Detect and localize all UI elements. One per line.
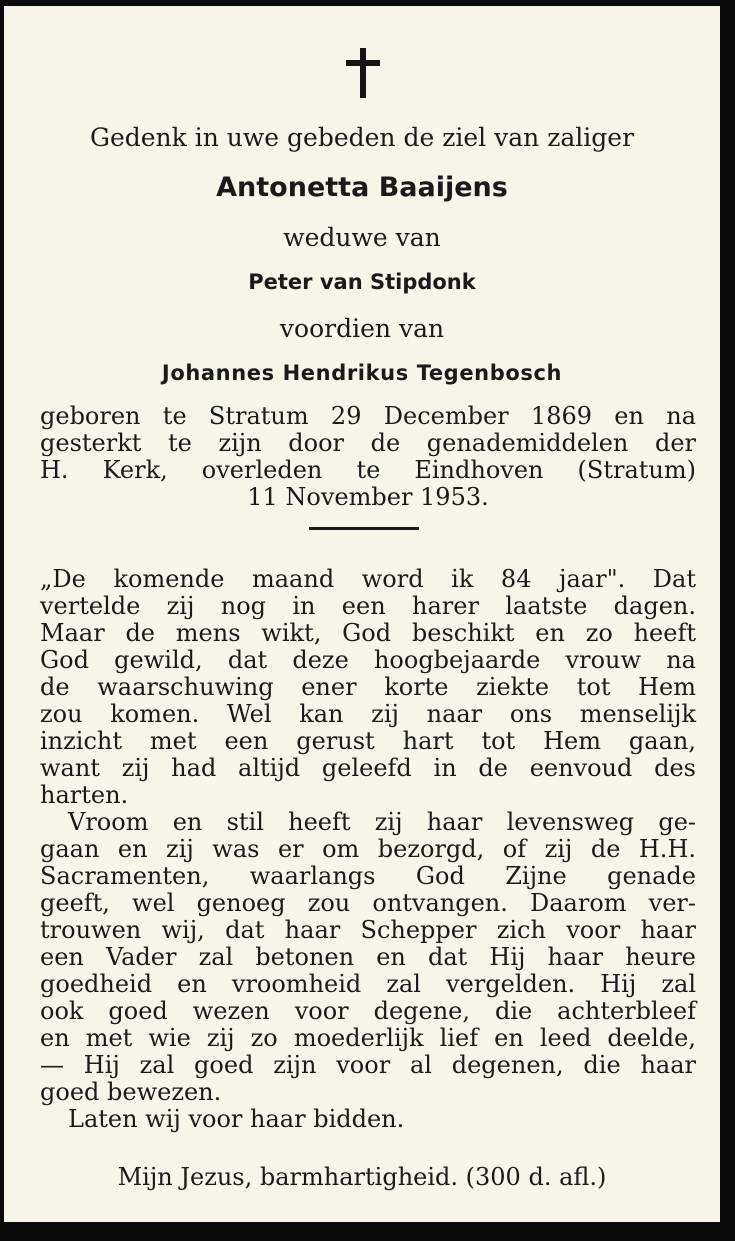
divider xyxy=(309,527,419,530)
closing-prayer: Mijn Jezus, barmhartigheid. (300 d. afl.) xyxy=(117,1163,607,1191)
text-line: „De komende maand word ik 84 jaar". Dat xyxy=(40,565,696,593)
text-line: ook goed wezen voor degene, die achterbleef xyxy=(40,997,696,1025)
bio-line: H. Kerk, overleden te Eindhoven (Stratum) xyxy=(40,456,696,484)
text-line: inzicht met een gerust hart tot Hem gaan, xyxy=(40,727,696,755)
text-line: goed bewezen. xyxy=(40,1078,222,1106)
text-line: Vroom en stil heeft zij haar levensweg ge- xyxy=(68,808,696,836)
text-line: gaan en zij was er om bezorgd, of zij de H.H. xyxy=(40,835,696,863)
text-line: harten. xyxy=(40,781,129,809)
text-line: en met wie zij zo moederlijk lief en leed deelde, xyxy=(40,1024,696,1052)
text-line: Laten wij voor haar bidden. xyxy=(68,1105,405,1133)
bio-line: gesterkt te zijn door de genademiddelen der xyxy=(40,429,696,457)
husband-name-2: Johannes Hendrikus Tegenbosch xyxy=(161,361,563,385)
text-line: God gewild, dat deze hoogbejaarde vrouw na xyxy=(40,646,696,674)
intro-text: Gedenk in uwe gebeden de ziel van zaliger xyxy=(89,123,635,152)
deceased-name: Antonetta Baaijens xyxy=(216,172,508,203)
memorial-card xyxy=(4,6,720,1222)
text-line: zou komen. Wel kan zij naar ons menselijk xyxy=(40,700,696,728)
text-line: trouwen wij, dat haar Schepper zich voor haar xyxy=(40,916,696,944)
relation-previously-of: voordien van xyxy=(279,314,445,343)
text-line: — Hij zal goed zijn voor al degenen, die haar xyxy=(40,1051,696,1079)
bio-line: 11 November 1953. xyxy=(247,483,489,511)
cross-icon xyxy=(346,48,380,98)
text-line: een Vader zal betonen en dat Hij haar heure xyxy=(40,943,696,971)
text-line: want zij had altijd geleefd in de eenvoud des xyxy=(40,754,696,782)
memorial-text xyxy=(40,566,696,1133)
husband-name-1: Peter van Stipdonk xyxy=(248,270,476,294)
bio-line: geboren te Stratum 29 December 1869 en na xyxy=(40,402,696,430)
text-line: geeft, wel genoeg zou ontvangen. Daarom ver- xyxy=(40,889,696,917)
text-line: Maar de mens wikt, God beschikt en zo heeft xyxy=(40,619,696,647)
text-line: Sacramenten, waarlangs God Zijne genade xyxy=(40,862,696,890)
relation-widow-of: weduwe van xyxy=(283,223,441,252)
text-line: vertelde zij nog in een harer laatste dagen. xyxy=(40,592,696,620)
text-line: de waarschuwing ener korte ziekte tot Hem xyxy=(40,673,696,701)
text-line: goedheid en vroomheid zal vergelden. Hij zal xyxy=(40,970,696,998)
biography xyxy=(40,403,696,511)
